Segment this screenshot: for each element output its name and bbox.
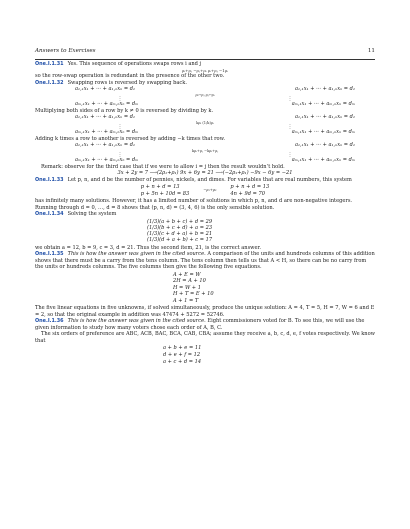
equation: p + n + d = 13 — [140, 184, 180, 190]
exercise-35 — [35, 251, 375, 271]
exercise-31-conclusion: so the row-swap operation is redundant in the presence of the other two. — [35, 73, 225, 79]
equation: H = W + 1 — [173, 284, 201, 291]
exercise-label: One.I.1.33 — [35, 176, 64, 183]
exercise-36 — [35, 318, 375, 331]
equation: A + 1 = T — [173, 297, 199, 304]
equation: a₁,₁x₁ + ··· + a₁,ₙxₙ = d₁ — [75, 114, 136, 120]
equation: a₁,₁x₁ + ··· + a₁,ₙxₙ = d₁ — [294, 142, 355, 148]
exercise-label: One.I.1.34 — [35, 211, 64, 217]
coin-system — [35, 184, 375, 197]
source-note: This is how the answer was given in the cited source. — [67, 318, 206, 325]
ellipsis-row: ⋮ ⋮ — [117, 95, 293, 102]
equation: 4n + 9d = 70 — [230, 190, 265, 197]
equation: aₘ,₁x₁ + ··· + aₘ,ₙxₙ = dₘ — [291, 157, 355, 163]
exercise-text: A comparison of the units and hundreds columns of this addition shows that there must be a carry from the tens column. The tens column then tells us that A < H, so there can be no carry from the units or hundreds columns. The five columns then give the following five equations. — [35, 251, 375, 271]
add-text: Adding k times a row to another is reversed by adding −k times that row. — [35, 135, 225, 142]
exercise-label: One.I.1.32 — [35, 79, 64, 86]
equation: a₁,₁x₁ + ··· + a₁,ₙxₙ = d₁ — [75, 142, 136, 148]
equation: d + e + f = 12 — [163, 352, 201, 359]
exercise-text: Yes. This sequence of operations swaps rows i and j — [67, 61, 202, 67]
exercise-text: Let p, n, and d be the number of pennies, nickels, and dimes. For variables that are real numbers, this system — [67, 176, 352, 183]
equation: (1/3)(d + a + b) + c = 17 — [147, 237, 213, 244]
row-ops-sequence: ρᵢ+ρⱼ −ρⱼ+ρᵢ ρᵢ+ρⱼ −1ρᵢ — [182, 67, 228, 73]
multiply-text: Multiplying both sides of a row by k ≠ 0 is reversed by dividing by k. — [35, 107, 214, 114]
exercise-text: Eight commissioners voted for B. To see this, we will use the given information to study how many voters chose each order of A, B, C. — [35, 318, 365, 331]
header-rule — [35, 59, 375, 60]
remark-equation: 3x + 2y = 7 ⟶(2ρ₁+ρ₁) 9x + 6y = 21 ⟶(−2ρ₁+ρ₁) −9x − 6y = −21 — [117, 170, 293, 176]
reduce-arrow: −ρ₁+ρ₂ — [203, 188, 217, 193]
exercise-text: Swapping rows is reversed by swapping back. — [67, 79, 187, 86]
equation: aₘ,₁x₁ + ··· + aₘ,ₙxₙ = dₘ — [75, 129, 139, 135]
equation: (1/3)(a + b + c) + d = 29 — [147, 218, 213, 225]
exercise-33 — [35, 177, 375, 184]
equation: a₁,₁x₁ + ··· + a₁,ₙxₙ = d₁ — [294, 114, 355, 120]
average-system — [147, 219, 375, 244]
equation: aₘ,₁x₁ + ··· + aₘ,ₙxₙ = dₘ — [75, 101, 139, 107]
page-number: 11 — [367, 48, 375, 54]
equation: H + T = E + 10 — [173, 291, 214, 298]
equation: aₘ,₁x₁ + ··· + aₘ,ₙxₙ = dₘ — [75, 157, 139, 163]
ellipsis-row: ⋮ ⋮ — [117, 123, 293, 130]
running-title: Answers to Exercises — [35, 48, 96, 54]
exercise-label: One.I.1.36 — [35, 318, 64, 325]
equation: p + n + d = 13 — [230, 184, 270, 190]
exercise-34 — [35, 211, 375, 218]
equation: a + b + e = 11 — [163, 345, 202, 352]
equation: (1/3)(c + d + a) + b = 21 — [147, 231, 213, 238]
exercise-36-text: The six orders of preference are ABC, ACB, BAC, BCA, CAB, CBA; assume they receive a, b, c, d, e, f votes respectively. We know that — [35, 331, 376, 344]
swap-arrow: ρᵢ↔ρⱼ ρⱼ↔ρᵢ — [195, 92, 215, 97]
equation: a₁,₁x₁ + ··· + a₁,ₙxₙ = d₁ — [294, 86, 355, 92]
exercise-label: One.I.1.35 — [35, 251, 64, 258]
equation: aₘ,₁x₁ + ··· + aₘ,ₙxₙ = dₘ — [291, 129, 355, 135]
scale-arrow: kρᵢ (1/k)ρᵢ — [196, 120, 214, 125]
equation: aₘ,₁x₁ + ··· + aₘ,ₙxₙ = dₘ — [291, 101, 355, 107]
equation: a₁,₁x₁ + ··· + a₁,ₙxₙ = d₁ — [75, 86, 136, 92]
source-note: This is how the answer was given in the cited source. — [67, 251, 206, 258]
page-body — [35, 61, 375, 367]
combine-arrow: kρᵢ+ρⱼ −kρᵢ+ρⱼ — [191, 148, 219, 153]
exercise-text: Solving the system — [67, 211, 117, 217]
equation: (1/3)(b + c + d) + a = 23 — [147, 224, 213, 231]
equation: a + c + d = 14 — [163, 359, 202, 366]
exercise-34-conclusion: we obtain a = 12, b = 9, c = 3, d = 21. Thus the second item, 21, is the correct answer. — [35, 244, 262, 251]
ellipsis-row: ⋮ ⋮ — [117, 151, 293, 158]
exercise-35-conclusion: The five linear equations in five unknowns, if solved simultaneously, produce the unique solution: A = 4, T = 5, H = 7, W = 6 and E = 2, so that the original example in addition was 47474 + 5272 = 52746. — [35, 305, 375, 318]
vote-equations — [163, 345, 375, 366]
exercise-label: One.I.1.31 — [35, 61, 64, 67]
equation: A + E = W — [173, 271, 201, 278]
equation: p + 5n + 10d = 83 — [140, 190, 190, 197]
column-equations — [173, 272, 375, 305]
equation: 2H = A + 10 — [173, 278, 206, 285]
remark-text: Remark: observe for the third case that if we were to allow i = j then the result wouldn’t hold. — [41, 163, 285, 170]
page-header — [35, 48, 375, 58]
exercise-33-conclusion: has infinitely many solutions. However, it has a limited number of solutions in which p, n, and d are non-negative integers. Running through d = 0, …, d = 8 shows that (p, n, d) = (3, 4, 6) is the only sensible solution. — [35, 198, 353, 211]
